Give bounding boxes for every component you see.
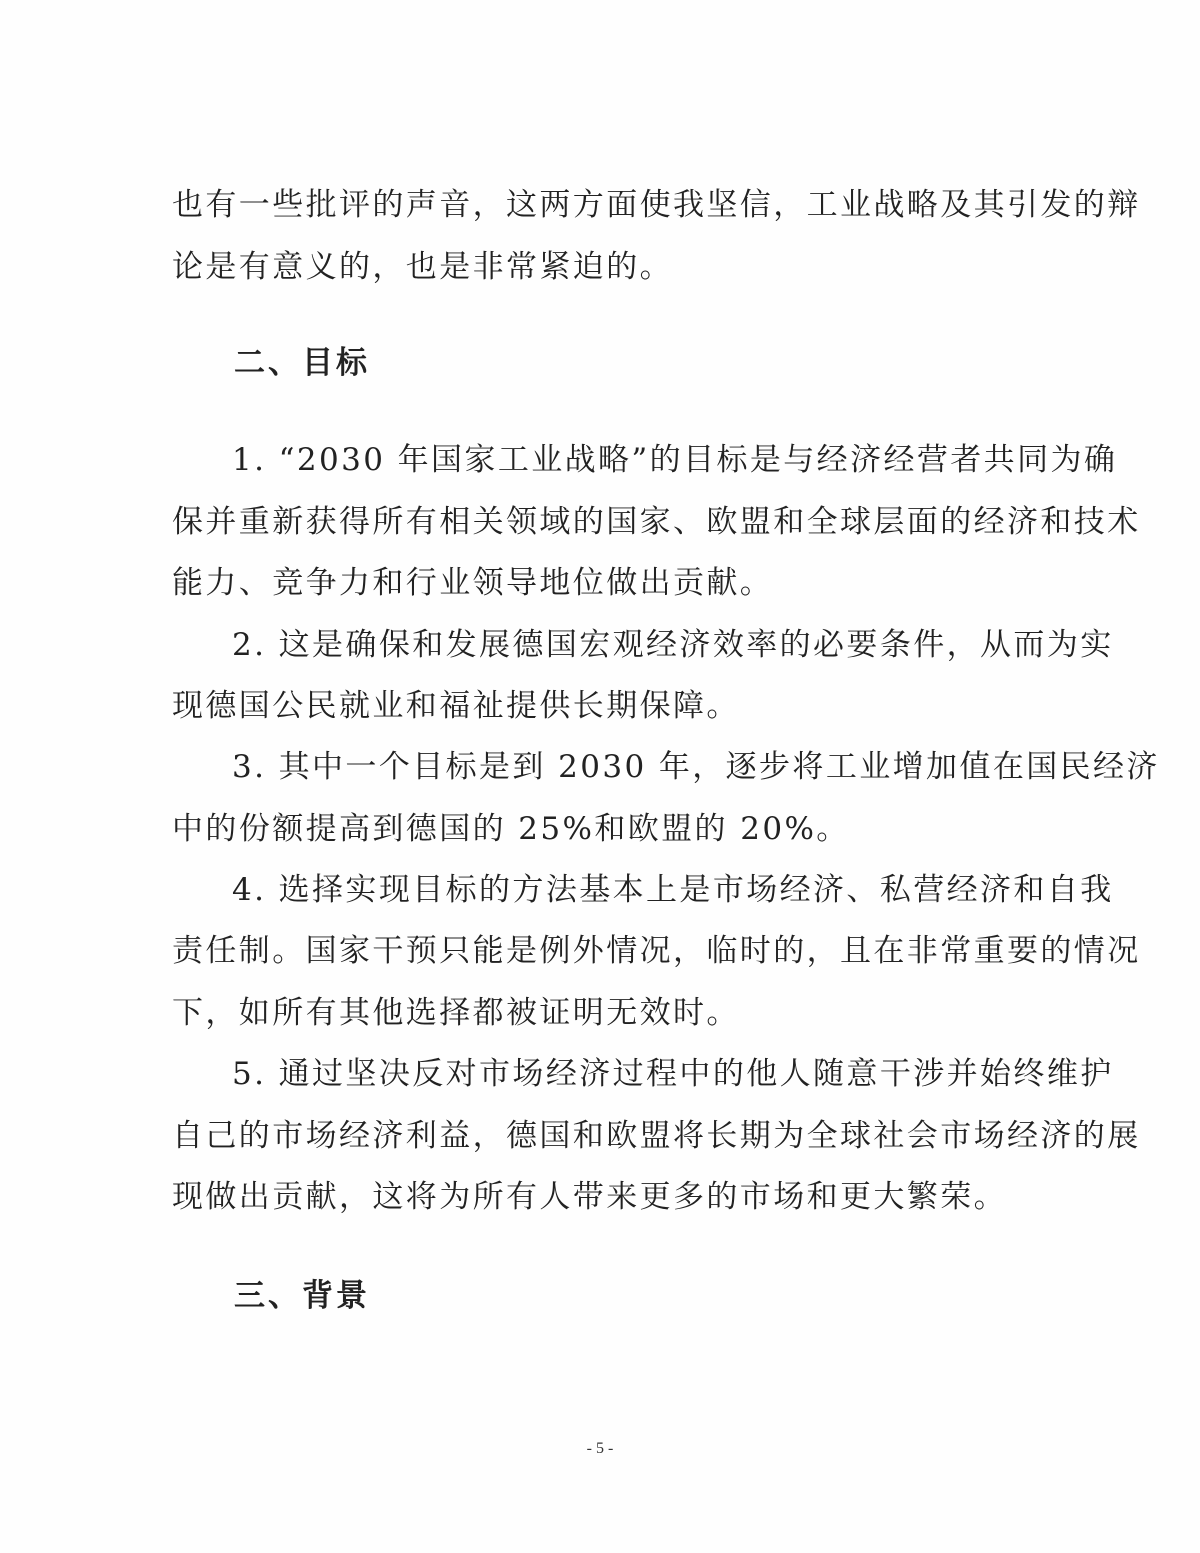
section-heading-background: 三、背景	[234, 1278, 370, 1314]
paragraph-5-line-2: 自己的市场经济利益，德国和欧盟将长期为全球社会市场经济的展	[172, 1118, 1141, 1154]
page-number: - 5 -	[586, 1440, 614, 1457]
paragraph-4-line-1: 4. 选择实现目标的方法基本上是市场经济、私营经济和自我	[232, 872, 1114, 908]
paragraph-3-line-2: 中的份额提高到德国的 25%和欧盟的 20%。	[172, 811, 850, 847]
paragraph-2-line-2: 现德国公民就业和福祉提供长期保障。	[172, 688, 740, 724]
paragraph-1-line-3: 能力、竞争力和行业领导地位做出贡献。	[172, 565, 774, 601]
paragraph-2-line-1: 2. 这是确保和发展德国宏观经济效率的必要条件，从而为实	[232, 627, 1114, 663]
paragraph-4-line-3: 下，如所有其他选择都被证明无效时。	[172, 995, 740, 1031]
paragraph-1-line-1: 1. “2030 年国家工业战略”的目标是与经济经营者共同为确	[232, 442, 1118, 478]
paragraph-5-line-3: 现做出贡献，这将为所有人带来更多的市场和更大繁荣。	[172, 1179, 1007, 1215]
paragraph-1-line-2: 保并重新获得所有相关领域的国家、欧盟和全球层面的经济和技术	[172, 504, 1141, 540]
paragraph-4-line-2: 责任制。国家干预只能是例外情况，临时的，且在非常重要的情况	[172, 933, 1141, 969]
intro-line-1: 也有一些批评的声音，这两方面使我坚信，工业战略及其引发的辩	[172, 187, 1141, 223]
intro-line-2: 论是有意义的，也是非常紧迫的。	[172, 249, 673, 285]
paragraph-5-line-1: 5. 通过坚决反对市场经济过程中的他人随意干涉并始终维护	[232, 1056, 1114, 1092]
paragraph-3-line-1: 3. 其中一个目标是到 2030 年，逐步将工业增加值在国民经济	[232, 749, 1160, 785]
section-heading-goals: 二、目标	[234, 345, 370, 381]
